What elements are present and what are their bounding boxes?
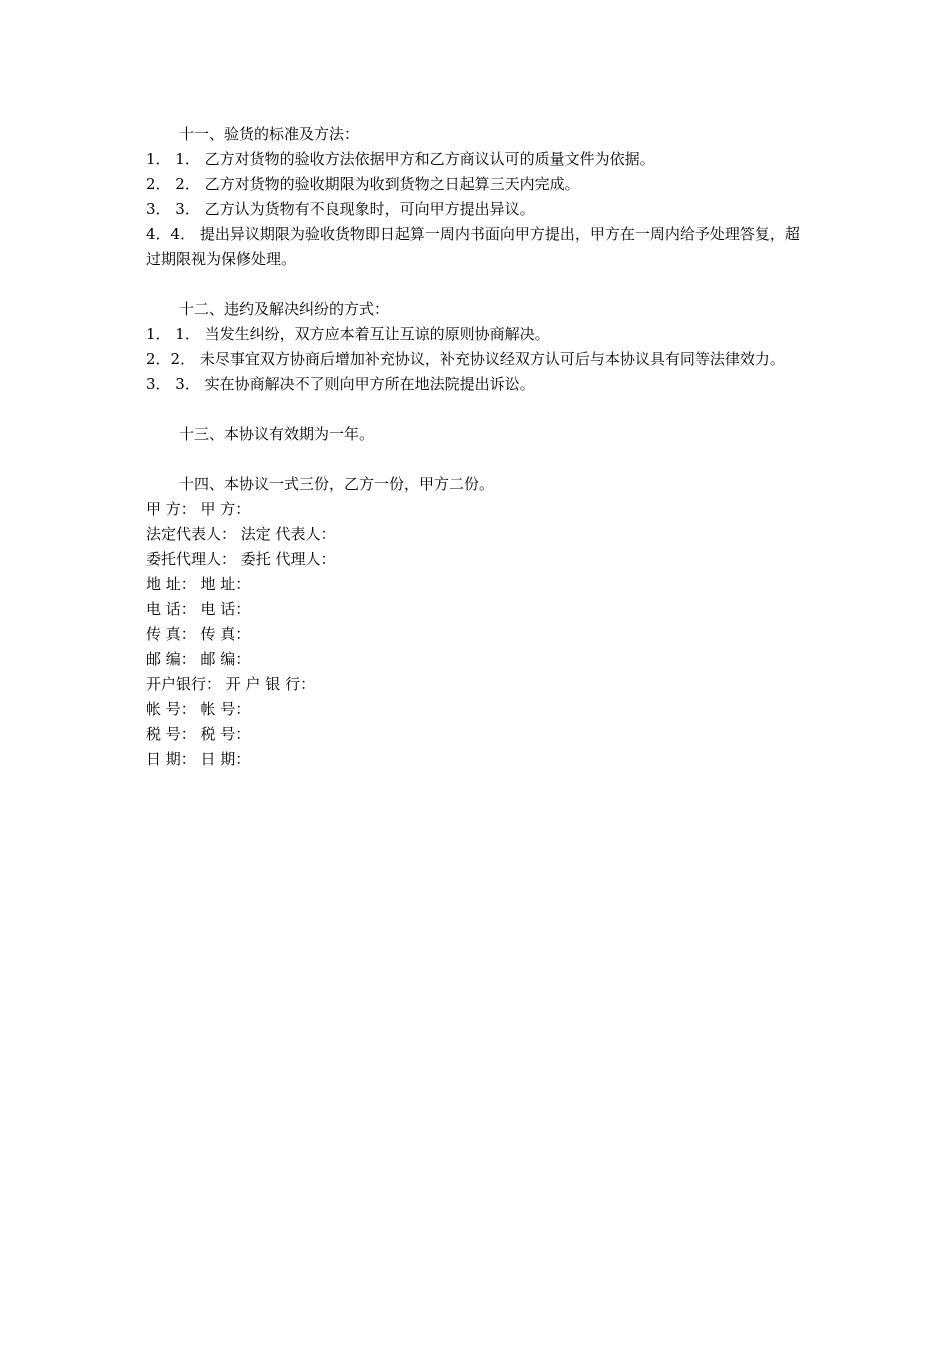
signature-phone: 电 话： 电 话： (146, 600, 251, 618)
section-heading-copies: 十四、本协议一式三份，乙方一份，甲方二份。 (179, 475, 495, 493)
section-heading-inspection: 十一、验货的标准及方法： (179, 125, 360, 143)
spacer (146, 447, 810, 472)
dispute-clause-1: 1． 1． 当发生纠纷，双方应本着互让互谅的原则协商解决。 (146, 325, 550, 343)
inspection-clause-3: 3． 3． 乙方认为货物有不良现象时，可向甲方提出异议。 (146, 200, 535, 218)
inspection-clause-2: 2． 2． 乙方对货物的验收期限为收到货物之日起算三天内完成。 (146, 175, 580, 193)
signature-party: 甲 方： 甲 方： (146, 500, 251, 518)
spacer (146, 397, 810, 422)
inspection-clause-4: 4．4． 提出异议期限为验收货物即日起算一周内书面向甲方提出，甲方在一周内给予处理答复，超过期限视为保修处理。 (146, 225, 800, 268)
signature-address: 地 址： 地 址： (146, 575, 251, 593)
section-heading-validity: 十三、本协议有效期为一年。 (179, 425, 375, 443)
signature-tax-id: 税 号： 税 号： (146, 725, 251, 743)
signature-account: 帐 号： 帐 号： (146, 700, 251, 718)
dispute-clause-2: 2．2． 未尽事宜双方协商后增加补充协议，补充协议经双方认可后与本协议具有同等法律效力。 (146, 350, 785, 368)
inspection-clause-1: 1． 1． 乙方对货物的验收方法依据甲方和乙方商议认可的质量文件为依据。 (146, 150, 655, 168)
signature-date: 日 期： 日 期： (146, 750, 251, 768)
dispute-clause-3: 3． 3． 实在协商解决不了则向甲方所在地法院提出诉讼。 (146, 375, 535, 393)
signature-legal-representative: 法定代表人： 法定 代表人： (146, 525, 336, 543)
spacer (146, 272, 810, 297)
signature-authorized-agent: 委托代理人： 委托 代理人： (146, 550, 336, 568)
signature-fax: 传 真： 传 真： (146, 625, 251, 643)
signature-bank: 开户银行： 开 户 银 行： (146, 675, 316, 693)
section-heading-dispute: 十二、违约及解决纠纷的方式： (179, 300, 390, 318)
signature-block (146, 497, 810, 772)
signature-postcode: 邮 编： 邮 编： (146, 650, 251, 668)
document-page (146, 122, 810, 772)
